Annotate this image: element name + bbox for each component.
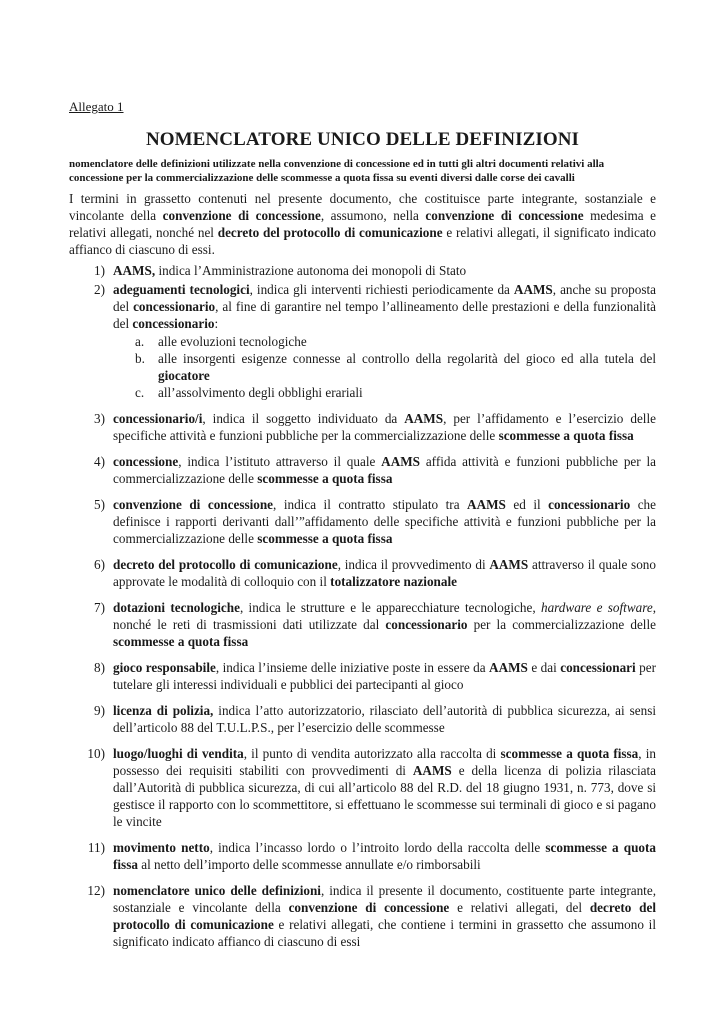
definition-item [69,882,656,950]
intro-paragraph [69,190,656,258]
definition-number: 11) [87,840,105,855]
text-segment: , al fine di garantire nel tempo l’allineamento delle prestazioni e della funzionalità del [113,299,656,331]
definition-item [69,659,656,693]
bold-term: scommesse a quota fissa [500,746,639,761]
definition-number: 7) [94,600,105,615]
sub-item [113,350,656,384]
text-segment: alle evoluzioni tecnologiche [158,334,307,349]
definition-number: 1) [94,263,105,278]
definition-text [113,840,656,872]
definition-item [69,262,656,279]
bold-term: concessionario/i [113,411,203,426]
definition-text [113,883,656,949]
text-segment: , indica il provvedimento di [337,557,490,572]
bold-term: scommesse a quota fissa [113,634,249,649]
text-segment: , assumono, nella [320,208,426,223]
bold-term: AAMS [489,557,529,572]
text-segment: indica l’Amministrazione autonoma dei monopoli di Stato [155,263,467,278]
bold-term: decreto del protocollo di comunicazione [113,557,338,572]
allegato-label: Allegato 1 [69,99,124,114]
bold-term: concessionari [560,660,636,675]
text-segment: , in possesso dei requisiti stabiliti con provvedimenti di [113,746,656,778]
bold-term: licenza di polizia, [113,703,214,718]
definition-number: 3) [94,411,105,426]
text-segment: e relativi allegati, il significato indicato affianco di ciascuno di essi. [69,225,656,257]
text-segment: , indica gli interventi richiesti periodicamente da [249,282,514,297]
bold-term: AAMS, [113,263,156,278]
sub-item-letter: a. [135,334,145,349]
text-segment: che definisce i rapporti derivanti dall’”affidamento delle specifiche attività e funzioni pubbliche per la commercializzazione delle [113,497,656,546]
bold-term: convenzione di concessione [288,900,450,915]
definition-item [69,556,656,590]
definition-number: 4) [94,454,105,469]
bold-term: AAMS [467,497,506,512]
text-segment: , indica l’incasso lordo o l’introito lordo della raccolta delle [209,840,546,855]
bold-term: decreto del protocollo di comunicazione [217,225,443,240]
text-segment: , indica il soggetto individuato da [202,411,405,426]
text-segment: , indica l’insieme delle iniziative poste in essere da [215,660,490,675]
italic-term: hardware e software [540,600,653,615]
bold-term: decreto del protocollo di comunicazione [113,900,656,932]
bold-term: AAMS [381,454,421,469]
definition-item [69,496,656,547]
text-segment: , per l’affidamento e l’esercizio delle specifiche attività e funzioni pubbliche per la commercializzazione delle [113,411,656,443]
bold-term: adeguamenti tecnologici [113,282,250,297]
text-segment: e della licenza di polizia rilasciata dall’Autorità di pubblica sicurezza, di cui all’articolo 88 del R.D. del 18 giugno 1931, n. 773, dove si gestisce il rapporto con lo scommettitore, si effettuano le scommesse sui terminali di gioco e si pagano le vincite [113,763,656,829]
sub-item-text [158,351,656,383]
definition-text [113,600,656,649]
definition-text [113,454,656,486]
text-segment: , indica il presente il documento, costituente parte integrante, sostanziale e vincolante della [113,883,656,915]
bold-term: convenzione di concessione [425,208,584,223]
bold-term: totalizzatore nazionale [330,574,458,589]
text-segment: medesima e relativi allegati, nonché nel [69,208,656,240]
bold-term: concessionario [133,299,216,314]
definition-text [113,660,656,692]
bold-term: giocatore [158,368,210,383]
bold-term: luogo/luoghi di vendita [113,746,244,761]
sub-item [113,384,656,401]
definition-item [69,745,656,830]
bold-term: concessionario [385,617,468,632]
text-segment: , indica l’istituto attraverso il quale [178,454,382,469]
sub-item-letter: b. [135,351,145,366]
bold-term: concessionario [548,497,631,512]
text-segment: I termini in grassetto contenuti nel presente documento, che costituisce parte integrante, sostanziale e vincolante della [69,191,656,223]
definition-item [69,453,656,487]
bold-term: scommesse a quota fissa [498,428,634,443]
definition-number: 2) [94,282,105,297]
definitions-list [69,262,656,950]
definition-number: 8) [94,660,105,675]
text-segment: ed il [505,497,549,512]
definition-text [113,497,656,546]
definition-item [69,839,656,873]
text-segment: e relativi allegati, del [449,900,590,915]
definition-item [69,702,656,736]
definition-number: 12) [87,883,105,898]
text-segment: al netto dell’importo delle scommesse annullate e/o rimborsabili [137,857,481,872]
definition-text [113,282,656,331]
text-segment: per la commercializzazione delle [467,617,656,632]
text-segment: e dai [527,660,561,675]
document-subtitle: nomenclatore delle definizioni utilizzate nella convenzione di concessione ed in tutti gli altri documenti relativi alla concessione per la commercializzazione delle scommesse a quota fissa su eventi diversi dalle corse dei cavalli [69,158,605,184]
bold-term: dotazioni tecnologiche [113,600,240,615]
text-segment: affida attività e funzioni pubbliche per la commercializzazione delle [113,454,656,486]
definition-text [113,263,466,278]
text-segment: attraverso il quale sono approvate le modalità di colloquio con il [113,557,656,589]
sub-item [113,333,656,350]
bold-term: convenzione di concessione [162,208,321,223]
bold-term: scommesse a quota fissa [257,471,393,486]
bold-term: AAMS [489,660,528,675]
definition-text [113,557,656,589]
bold-term: convenzione di concessione [113,497,274,512]
text-segment: per tutelare gli interessi individuali e pubblici dei partecipanti al gioco [113,660,657,692]
bold-term: AAMS [513,282,553,297]
definition-text [113,746,656,829]
bold-term: movimento netto [113,840,210,855]
bold-term: scommesse a quota fissa [257,531,393,546]
bold-term: gioco responsabile [113,660,216,675]
text-segment: , indica le strutture e le apparecchiature tecnologiche, [239,600,541,615]
definition-item [69,599,656,650]
bold-term: concessione [113,454,179,469]
text-segment: e relativi allegati, che contiene i termini in grassetto che assumono il significato indicato affianco di ciascuno di essi [113,917,656,949]
definition-item [69,410,656,444]
text-segment: , indica il contratto stipulato tra [273,497,468,512]
text-segment: indica l’atto autorizzatorio, rilasciato dell’autorità di pubblica sicurezza, ai sensi dell’articolo 88 del T.U.L.P.S., per l’esercizio delle scommesse [113,703,656,735]
text-segment: : [214,316,219,331]
bold-term: AAMS [412,763,452,778]
text-segment: , nonché le reti di trasmissioni dati utilizzate dal [113,600,657,632]
bold-term: AAMS [404,411,444,426]
definition-number: 10) [87,746,105,761]
bold-term: nomenclatore unico delle definizioni [113,883,321,898]
definition-number: 5) [94,497,105,512]
text-segment: , il punto di vendita autorizzato alla raccolta di [243,746,501,761]
definition-number: 6) [94,557,105,572]
definition-number: 9) [94,703,105,718]
document-title: NOMENCLATORE UNICO DELLE DEFINIZIONI [145,129,580,150]
sub-item-text [158,334,307,349]
text-segment: alle insorgenti esigenze connesse al controllo della regolarità del gioco ed alla tutela del [158,351,656,366]
bold-term: scommesse a quota fissa [113,840,657,872]
definition-text [113,411,656,443]
definition-item [69,281,656,401]
text-segment: , anche su proposta del [113,282,657,314]
bold-term: concessionario [132,316,215,331]
text-segment: all’assolvimento degli obblighi erariali [158,385,363,400]
sub-item-letter: c. [135,385,145,400]
sub-item-text [158,385,363,400]
sub-list [113,333,656,401]
definition-text [113,703,656,735]
